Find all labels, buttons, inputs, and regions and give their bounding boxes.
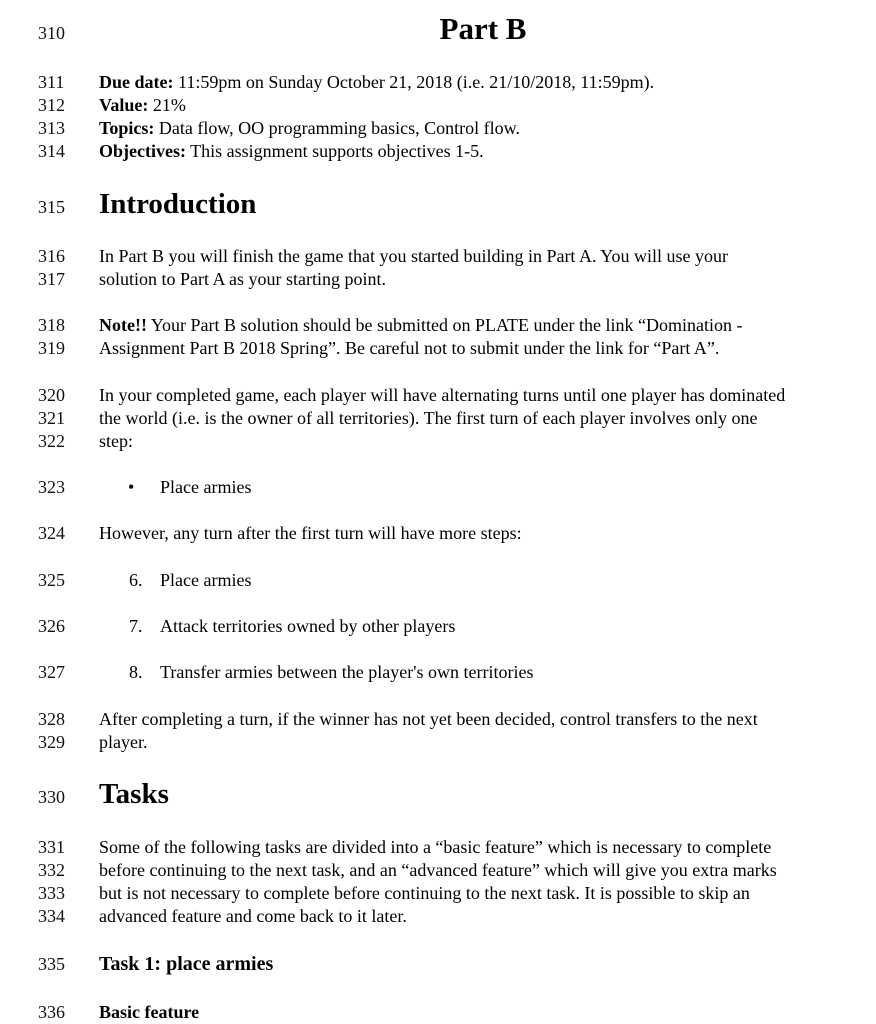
line-number: 324 [38,523,65,543]
line-number: 330 [38,787,65,807]
line-number: 335 [38,954,65,974]
due-date-value: 11:59pm on Sunday October 21, 2018 (i.e. 21/10/2018, 11:59pm). [173,72,655,92]
line-number: 321 [38,408,65,428]
line-number: 314 [38,141,65,161]
line-number: 311 [38,72,65,92]
turns-paragraph-line: step: [99,431,133,451]
topics-value: Data flow, OO programming basics, Control flow. [154,118,520,138]
line-number: 327 [38,662,65,682]
value-line [99,94,186,117]
note-line [99,314,742,337]
line-number: 329 [38,732,65,752]
line-number: 322 [38,431,65,451]
tasks-paragraph-line: advanced feature and come back to it later. [99,906,407,926]
intro-paragraph-line: solution to Part A as your starting point. [99,269,386,289]
line-number: 332 [38,860,65,880]
line-number: 333 [38,883,65,903]
line-number: 316 [38,246,65,266]
step-item: Transfer armies between the player's own territories [160,662,534,682]
step-number: 8. [129,662,143,682]
turns-paragraph-line: In your completed game, each player will have alternating turns until one player has dominated [99,385,786,405]
bullet-icon: • [128,477,135,497]
value-value: 21% [148,95,186,115]
line-number: 312 [38,95,65,115]
tasks-paragraph-line: before continuing to the next task, and an “advanced feature” which will give you extra marks [99,860,777,880]
tasks-heading: Tasks [99,778,169,810]
line-number: 317 [38,269,65,289]
introduction-heading: Introduction [99,188,257,220]
due-date-label: Due date: [99,72,174,92]
step-item: Attack territories owned by other players [160,616,456,636]
note-line: Assignment Part B 2018 Spring”. Be careful not to submit under the link for “Part A”. [99,338,720,358]
bullet-item: Place armies [160,477,252,497]
control-paragraph-line: After completing a turn, if the winner has not yet been decided, control transfers to the next [99,709,758,729]
line-number: 336 [38,1002,65,1022]
objectives-line [99,140,484,163]
basic-feature-heading: Basic feature [99,1002,200,1022]
objectives-label: Objectives: [99,141,186,161]
tasks-paragraph-line: Some of the following tasks are divided into a “basic feature” which is necessary to complete [99,837,772,857]
note-text: Your Part B solution should be submitted on PLATE under the link “Domination - [146,315,743,335]
turns-paragraph-line: the world (i.e. is the owner of all territories). The first turn of each player involves only one [99,408,758,428]
line-number: 325 [38,570,65,590]
line-number: 315 [38,197,65,217]
line-number: 334 [38,906,65,926]
line-number: 310 [38,23,65,43]
step-number: 6. [129,570,143,590]
line-number: 313 [38,118,65,138]
line-number: 326 [38,616,65,636]
step-item: Place armies [160,570,252,590]
line-number: 319 [38,338,65,358]
task1-heading: Task 1: place armies [99,953,274,975]
topics-line [99,117,520,140]
line-number: 318 [38,315,65,335]
step-number: 7. [129,616,143,636]
line-number: 323 [38,477,65,497]
line-number: 320 [38,385,65,405]
page-title: Part B [439,11,527,46]
due-date-line [99,71,654,94]
value-label: Value: [99,95,149,115]
line-number: 328 [38,709,65,729]
note-label: Note!! [99,315,147,335]
objectives-value: This assignment supports objectives 1-5. [185,141,484,161]
line-number: 331 [38,837,65,857]
topics-label: Topics: [99,118,155,138]
tasks-paragraph-line: but is not necessary to complete before continuing to the next task. It is possible to skip an [99,883,750,903]
steps-intro-line: However, any turn after the first turn will have more steps: [99,523,522,543]
control-paragraph-line: player. [99,732,148,752]
intro-paragraph-line: In Part B you will finish the game that you started building in Part A. You will use your [99,246,728,266]
